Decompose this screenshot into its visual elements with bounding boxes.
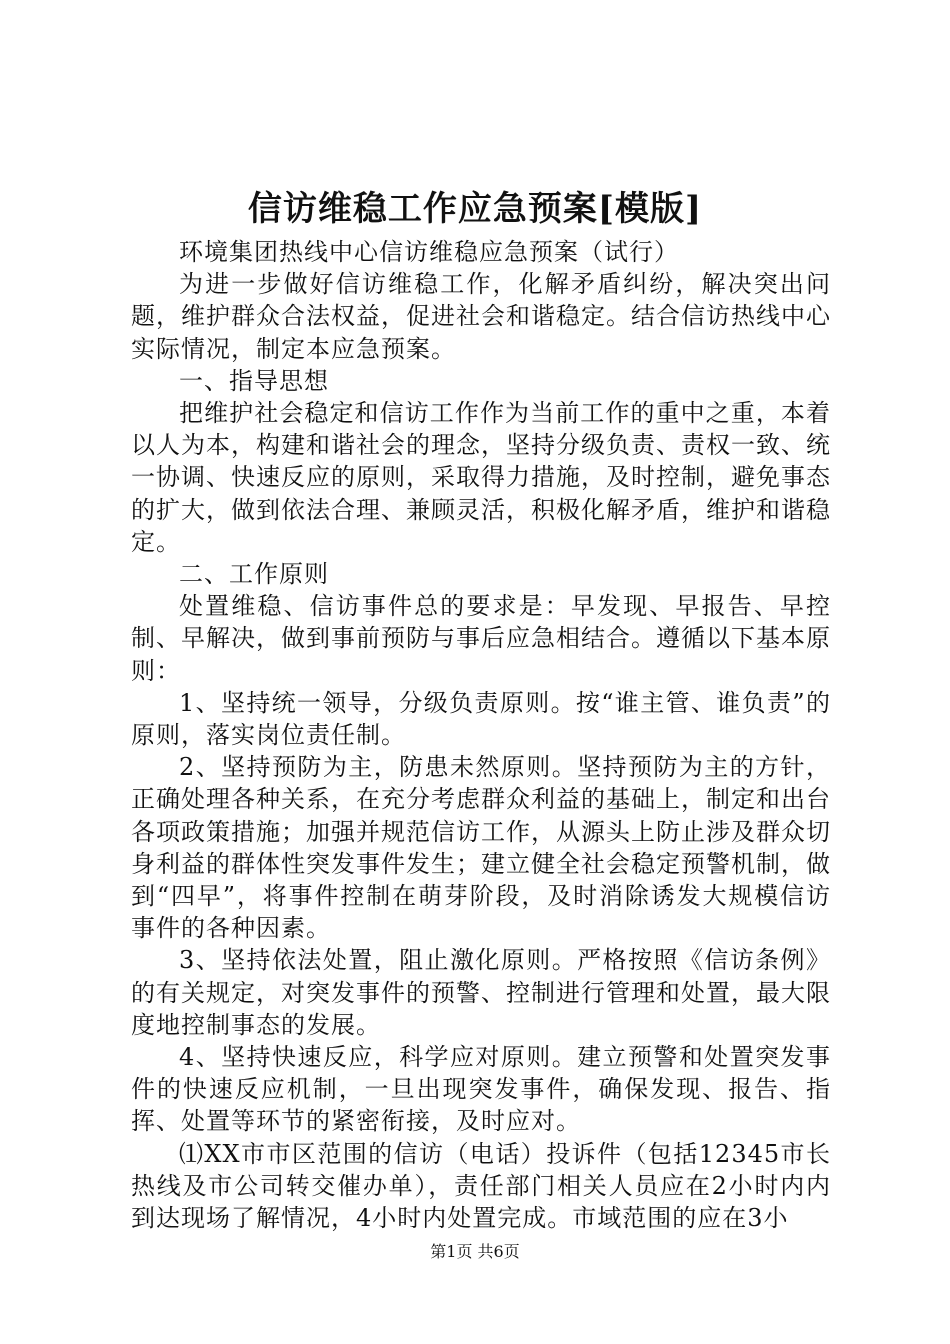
document-title: 信访维稳工作应急预案[模版] [247,189,703,229]
paragraph-intro: 为进一步做好信访维稳工作，化解矛盾纠纷，解决突出问题，维护群众合法权益，促进社会和谐稳定。结合信访热线中心实际情况，制定本应急预案。 [131,270,831,363]
paragraph-guiding-ideology: 把维护社会稳定和信访工作作为当前工作的重中之重，本着以人为本，构建和谐社会的理念，坚持分级负责、责权一致、统一协调、快速反应的原则，采取得力措施，及时控制，避免事态的扩大，做到依法合理、兼顾灵活，积极化解矛盾，维护和谐稳定。 [131,399,831,556]
paragraph-subtitle: 环境集团热线中心信访维稳应急预案（试行） [179,238,679,266]
paragraph-work-principles: 处置维稳、信访事件总的要求是：早发现、早报告、早控制、早解决，做到事前预防与事后应急相结合。遵循以下基本原则： [131,592,831,685]
principle-item-3: 3、坚持依法处置，阻止激化原则。严格按照《信访条例》的有关规定，对突发事件的预警、控制进行管理和处置，最大限度地控制事态的发展。 [131,946,831,1039]
principle-item-2: 2、坚持预防为主，防患未然原则。坚持预防为主的方针，正确处理各种关系，在充分考虑群众利益的基础上，制定和出台各项政策措施；加强并规范信访工作，从源头上防止涉及群众切身利益的群体性突发事件发生；建立健全社会稳定预警机制，做到“四早”，将事件控制在萌芽阶段，及时消除诱发大规模信访事件的各种因素。 [131,753,831,943]
principle-item-4: 4、坚持快速反应，科学应对原则。建立预警和处置突发事件的快速反应机制，一旦出现突发事件，确保发现、报告、指挥、处置等环节的紧密衔接，及时应对。 [131,1043,831,1136]
page-footer: 第1页 共6页 [430,1242,520,1261]
document-body [131,236,831,1234]
sub-item-1: ⑴XX市市区范围的信访（电话）投诉件（包括12345市长热线及市公司转交催办单），责任部门相关人员应在2小时内内到达现场了解情况，4小时内处置完成。市域范围的应在3小 [131,1139,831,1233]
section-heading-guiding-ideology: 一、指导思想 [179,366,329,395]
principle-item-1: 1、坚持统一领导，分级负责原则。按“谁主管、谁负责”的原则，落实岗位责任制。 [131,688,831,750]
section-heading-work-principles: 二、工作原则 [179,560,329,589]
